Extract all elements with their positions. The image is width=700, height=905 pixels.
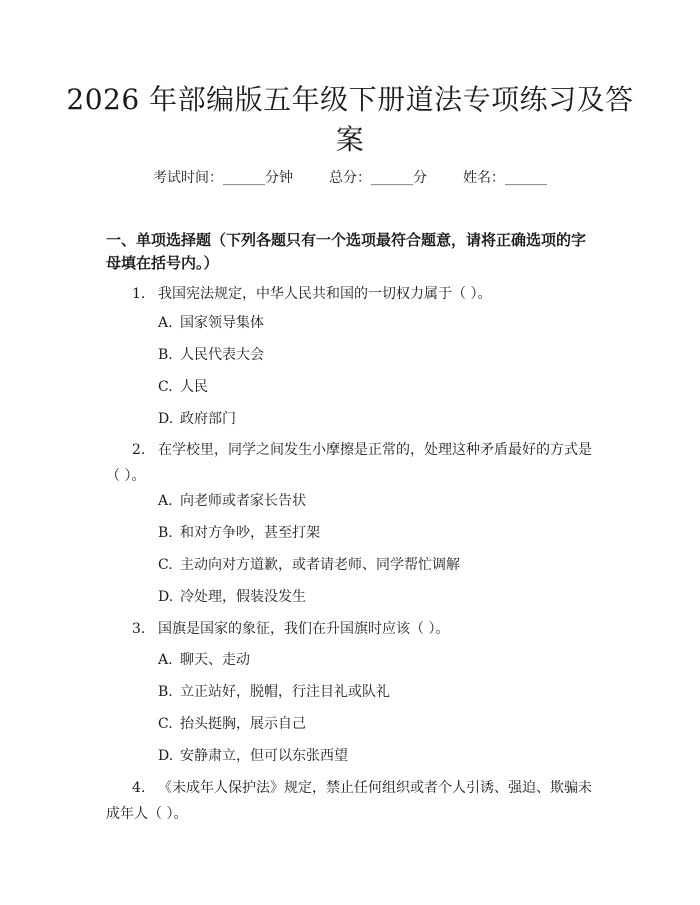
- option-letter: C.: [158, 379, 173, 395]
- question-number: 3.: [132, 621, 146, 637]
- option-text: 冷处理，假装没发生: [180, 589, 306, 605]
- option-letter: B.: [158, 347, 173, 363]
- question-2: [106, 437, 598, 489]
- question-3: [106, 616, 598, 642]
- option-3d: [158, 746, 348, 766]
- question-text: 我国宪法规定，中华人民共和国的一切权力属于（ ）。: [158, 286, 492, 302]
- option-2d: [158, 587, 306, 607]
- question-text: 《未成年人保护法》规定，禁止任何组织或者个人引诱、强迫、欺骗未成年人（ ）。: [106, 780, 592, 822]
- option-1c: [158, 377, 208, 397]
- option-1d: [158, 409, 236, 429]
- option-2a: [158, 491, 306, 511]
- option-2b: [158, 523, 320, 543]
- question-text: 国旗是国家的象征，我们在升国旗时应该（ ）。: [158, 621, 450, 637]
- option-letter: B.: [158, 525, 173, 541]
- option-1b: [158, 345, 264, 365]
- question-4: [106, 775, 598, 827]
- option-3a: [158, 650, 250, 670]
- option-text: 人民: [180, 379, 208, 395]
- document-title: 2026 年部编版五年级下册道法专项练习及答案: [66, 83, 634, 156]
- option-text: 国家领导集体: [180, 315, 264, 331]
- option-text: 人民代表大会: [180, 347, 264, 363]
- option-text: 聊天、走动: [180, 652, 250, 668]
- option-3c: [158, 714, 306, 734]
- option-letter: A.: [158, 493, 173, 509]
- option-2c: [158, 555, 460, 575]
- option-text: 主动向对方道歉，或者请老师、同学帮忙调解: [180, 557, 460, 573]
- option-letter: D.: [158, 589, 174, 605]
- option-3b: [158, 682, 390, 702]
- option-1a: [158, 313, 264, 333]
- option-letter: A.: [158, 652, 173, 668]
- question-text: 在学校里，同学之间发生小摩擦是正常的，处理这种矛盾最好的方式是（ ）。: [106, 442, 592, 484]
- option-text: 安静肃立，但可以东张西望: [180, 748, 348, 764]
- option-text: 和对方争吵，甚至打架: [180, 525, 320, 541]
- option-text: 向老师或者家长告状: [180, 493, 306, 509]
- option-letter: C.: [158, 557, 173, 573]
- question-number: 2.: [132, 442, 146, 458]
- option-letter: D.: [158, 411, 174, 427]
- exam-score: 总分：______分: [329, 170, 427, 186]
- option-text: 立正站好，脱帽，行注目礼或队礼: [180, 684, 390, 700]
- option-text: 政府部门: [180, 411, 236, 427]
- option-letter: C.: [158, 716, 173, 732]
- option-text: 抬头挺胸，展示自己: [180, 716, 306, 732]
- exam-meta: [0, 168, 700, 188]
- option-letter: A.: [158, 315, 173, 331]
- section-heading: 一、单项选择题（下列各题只有一个选项最符合题意，请将正确选项的字母填在括号内。）: [106, 231, 587, 272]
- exam-time: 考试时间：______分钟: [153, 170, 293, 186]
- option-letter: D.: [158, 748, 174, 764]
- question-1: [106, 281, 598, 307]
- question-number: 4.: [132, 780, 146, 796]
- exam-name: 姓名：______: [463, 170, 547, 186]
- question-number: 1.: [132, 286, 146, 302]
- option-letter: B.: [158, 684, 173, 700]
